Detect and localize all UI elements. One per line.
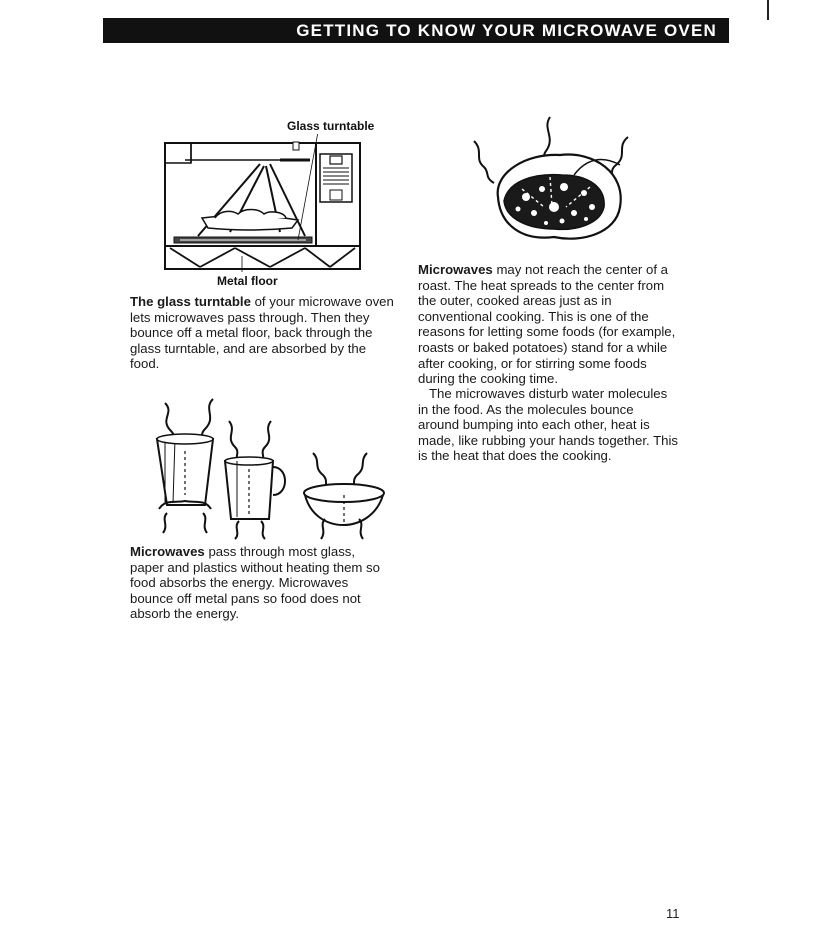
turntable-text: of your microwave oven lets microwaves pass through. Then they bounce off a metal floor, back through the glass turntable, and are absorbed by the food. [130,294,394,372]
containers-text: pass through most glass, paper and plastics without heating them so food absorbs the energy. Microwaves bounce off metal pans so food does not absorb the energy. [130,544,380,622]
turntable-lead: The glass turntable [130,294,251,309]
oven-cross-section-illustration [160,134,365,274]
containers-lead: Microwaves [130,544,205,559]
label-glass-turntable: Glass turntable [287,119,375,133]
paragraph-turntable [130,294,398,372]
page-number: 11 [666,906,680,921]
crop-mark [767,0,769,20]
containers-microwaves-illustration [145,395,395,540]
roast-microwaves-illustration [470,115,640,250]
roast-text: may not reach the center of a roast. The heat spreads to the center from the outer, cooked areas just as in conventional cooking. This is one of the reasons for letting some foods (for example, roasts or baked potatoes) stand for a while after cooking, or for stirring some foods during the cooking time. [418,262,676,387]
paragraph-molecules: The microwaves disturb water molecules in the food. As the molecules bounce around bumping into each other, heat is made, like rubbing your hands together. This is the heat that does the cooking. [418,386,679,464]
header-title: GETTING TO KNOW YOUR MICROWAVE OVEN [296,20,717,40]
roast-lead: Microwaves [418,262,493,277]
paragraph-containers [130,544,380,622]
label-metal-floor: Metal floor [217,274,278,288]
page-header [103,18,729,43]
paragraph-roast [418,262,686,387]
